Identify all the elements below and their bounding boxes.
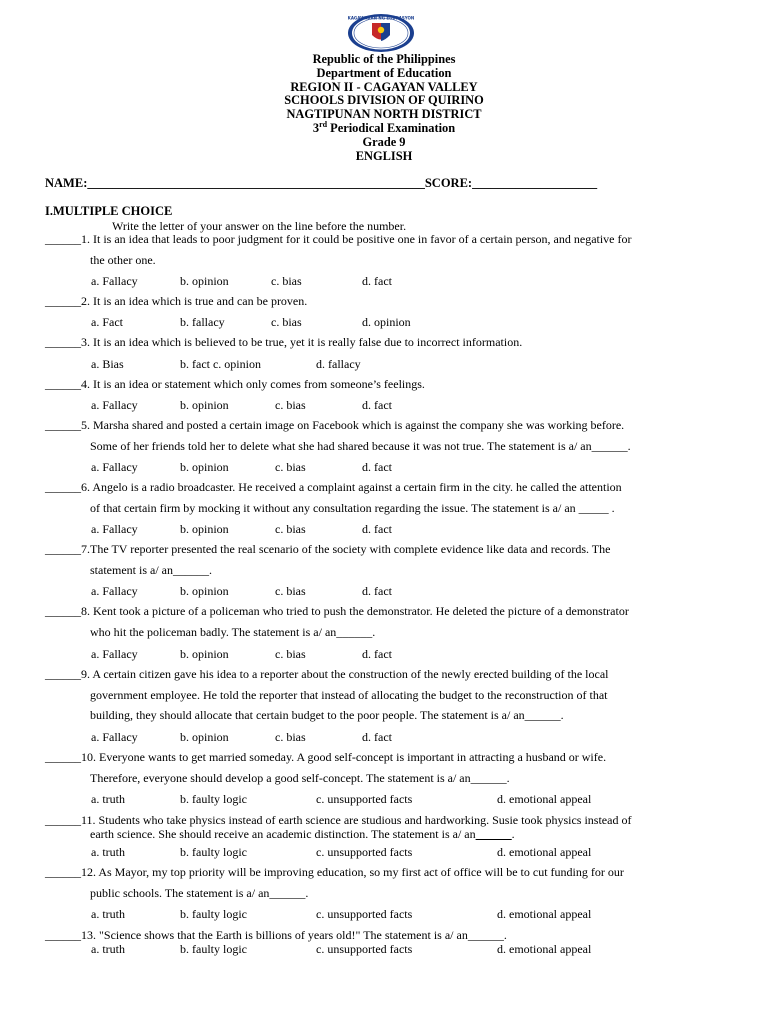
choice-d[interactable]: d. emotional appeal: [497, 792, 592, 806]
choice-a[interactable]: a. Fallacy: [91, 522, 138, 536]
choice-c[interactable]: c. bias: [275, 584, 306, 598]
choices-2: [91, 315, 731, 329]
answer-blank-8[interactable]: ______: [45, 604, 81, 618]
choice-b[interactable]: b. opinion: [180, 647, 229, 661]
choice-c[interactable]: c. unsupported facts: [316, 907, 413, 921]
choice-b[interactable]: b. opinion: [180, 398, 229, 412]
svg-text:KAGAWARAN NG EDUKASYON: KAGAWARAN NG EDUKASYON: [347, 15, 415, 21]
choice-b[interactable]: b. faulty logic: [180, 942, 247, 956]
choice-c[interactable]: c. bias: [275, 398, 306, 412]
choice-d[interactable]: d. fact: [362, 398, 392, 412]
question-9: ______9. A certain citizen gave his idea to a reporter about the construction of the newly erected building of the local government employee. He told the reporter that instead of allocating the budget to the reconstruction of that building, they should allocate that certain budget to the poor people. The statement is a/ an______.: [45, 667, 609, 723]
header-department: Department of Education: [316, 65, 452, 80]
question-5: ______5. Marsha shared and posted a certain image on Facebook which is against the company she was working before. Some of her friends told her to delete what she had shared because it was not true. The statement is a/ an______.: [45, 418, 631, 453]
answer-blank-7[interactable]: ______: [45, 542, 81, 556]
answer-blank-5[interactable]: ______: [45, 418, 81, 432]
choices-1: [91, 274, 731, 288]
question-11: ______11. Students who take physics instead of earth science are studious and hardworking. Susie took physics instead of earth science. She should receive an academic distinction. The statement is a/ an______.: [45, 813, 632, 841]
choice-a[interactable]: a. Fallacy: [91, 460, 138, 474]
choices-10: [91, 792, 731, 806]
choice-d[interactable]: d. fact: [362, 274, 392, 288]
choice-b[interactable]: b. opinion: [180, 522, 229, 536]
choice-d[interactable]: d. emotional appeal: [497, 845, 592, 859]
choice-c[interactable]: c. unsupported facts: [316, 942, 413, 956]
question-3: ______3. It is an idea which is believed to be true, yet it is really false due to incorrect information.: [45, 335, 523, 349]
choice-d[interactable]: d. fallacy: [316, 357, 361, 371]
name-score-line: [45, 176, 745, 191]
choice-b[interactable]: b. opinion: [180, 584, 229, 598]
question-12: ______12. As Mayor, my top priority will be improving education, so my first act of office will be to cut funding for our public schools. The statement is a/ an______.: [45, 865, 624, 900]
choice-a[interactable]: a. truth: [91, 942, 125, 956]
choice-d[interactable]: d. emotional appeal: [497, 907, 592, 921]
choice-b[interactable]: b. faulty logic: [180, 845, 247, 859]
answer-blank-12[interactable]: ______: [45, 865, 81, 879]
question-13: ______13. "Science shows that the Earth is billions of years old!" The statement is a/ an______.: [45, 928, 507, 942]
choices-9: [91, 730, 731, 744]
header-subject: ENGLISH: [355, 148, 413, 163]
choice-d[interactable]: d. fact: [362, 460, 392, 474]
answer-blank-1[interactable]: ______: [45, 232, 81, 246]
header-division: SCHOOLS DIVISION OF QUIRINO: [284, 93, 484, 108]
choice-b[interactable]: b. opinion: [180, 274, 229, 288]
question-7: ______7.The TV reporter presented the real scenario of the society with complete evidence like data and records. The statement is a/ an______.: [45, 542, 611, 577]
score-field[interactable]: ____________________: [472, 176, 598, 190]
answer-blank-11[interactable]: ______: [45, 813, 81, 827]
choices-13: [91, 942, 731, 956]
choice-a[interactable]: a. Fallacy: [91, 398, 138, 412]
inline-answer-blank[interactable]: ______: [475, 827, 512, 841]
choices-7: [91, 584, 731, 598]
section-title: I.MULTIPLE CHOICE: [45, 204, 173, 218]
question-6: ______6. Angelo is a radio broadcaster. He received a complaint against a certain firm in the city. he called the attention of that certain firm by mocking it without any consultation regarding the issue. The statement is a/ an _____ .: [45, 480, 622, 515]
question-1: ______1. It is an idea that leads to poor judgment for it could be positive one in favor of a certain person, and negative for the other one.: [45, 232, 632, 267]
choice-d[interactable]: d. fact: [362, 584, 392, 598]
answer-blank-4[interactable]: ______: [45, 377, 81, 391]
score-label: SCORE:: [424, 176, 473, 190]
choice-d[interactable]: d. opinion: [362, 315, 411, 329]
choices-5: [91, 460, 731, 474]
choice-a[interactable]: a. Fact: [91, 315, 123, 329]
choice-c[interactable]: c. unsupported facts: [316, 792, 413, 806]
choice-b[interactable]: b. faulty logic: [180, 792, 247, 806]
question-4: ______4. It is an idea or statement which only comes from someone’s feelings.: [45, 377, 425, 391]
answer-blank-9[interactable]: ______: [45, 667, 81, 681]
choice-a[interactable]: a. Fallacy: [91, 274, 138, 288]
choice-c[interactable]: c. bias: [271, 315, 302, 329]
choice-d[interactable]: d. fact: [362, 730, 392, 744]
choices-12: [91, 907, 731, 921]
header-grade: Grade 9: [362, 134, 406, 149]
choice-a[interactable]: a. truth: [91, 792, 125, 806]
choice-a[interactable]: a. Fallacy: [91, 730, 138, 744]
choice-c[interactable]: c. bias: [271, 274, 302, 288]
choice-d[interactable]: d. fact: [362, 522, 392, 536]
directions: Write the letter of your answer on the line before the number.: [112, 219, 407, 233]
answer-blank-13[interactable]: ______: [45, 928, 81, 942]
choices-8: [91, 647, 731, 661]
answer-blank-2[interactable]: ______: [45, 294, 81, 308]
choices-4: [91, 398, 731, 412]
name-label: NAME:: [45, 176, 88, 190]
choice-b-c[interactable]: b. fact c. opinion: [180, 357, 261, 371]
question-8: ______8. Kent took a picture of a policeman who tried to push the demonstrator. He deleted the picture of a demonstrator who hit the policeman badly. The statement is a/ an______.: [45, 604, 629, 639]
choice-c[interactable]: c. bias: [275, 730, 306, 744]
choice-a[interactable]: a. Fallacy: [91, 647, 138, 661]
choice-a[interactable]: a. truth: [91, 845, 125, 859]
question-10: ______10. Everyone wants to get married someday. A good self-concept is important in attracting a husband or wife. Therefore, everyone should develop a good self-concept. The statement is a/ an______.: [45, 750, 607, 785]
choice-c[interactable]: c. bias: [275, 460, 306, 474]
deped-seal-icon: [347, 13, 415, 53]
choices-3: [91, 357, 731, 371]
choices-6: [91, 522, 731, 536]
choice-c[interactable]: c. unsupported facts: [316, 845, 413, 859]
choice-a[interactable]: a. Bias: [91, 357, 124, 371]
choice-d[interactable]: d. emotional appeal: [497, 942, 592, 956]
choice-b[interactable]: b. fallacy: [180, 315, 225, 329]
choice-c[interactable]: c. bias: [275, 522, 306, 536]
header-exam: 3rd Periodical Examination: [312, 119, 456, 135]
choice-b[interactable]: b. faulty logic: [180, 907, 247, 921]
document-header: [0, 53, 768, 163]
answer-blank-10[interactable]: ______: [45, 750, 81, 764]
answer-blank-3[interactable]: ______: [45, 335, 81, 349]
header-district: NAGTIPUNAN NORTH DISTRICT: [286, 107, 482, 122]
answer-blank-6[interactable]: ______: [45, 480, 81, 494]
choice-b[interactable]: b. opinion: [180, 730, 229, 744]
header-republic: Republic of the Philippines: [312, 52, 456, 66]
choice-b[interactable]: b. opinion: [180, 460, 229, 474]
choices-11: [91, 845, 731, 859]
choice-a[interactable]: a. Fallacy: [91, 584, 138, 598]
choice-d[interactable]: d. fact: [362, 647, 392, 661]
choice-c[interactable]: c. bias: [275, 647, 306, 661]
question-2: ______2. It is an idea which is true and can be proven.: [45, 294, 308, 308]
choice-a[interactable]: a. truth: [91, 907, 125, 921]
header-region: REGION II - CAGAYAN VALLEY: [290, 79, 478, 94]
name-field[interactable]: ______________________________________________________: [87, 176, 425, 190]
